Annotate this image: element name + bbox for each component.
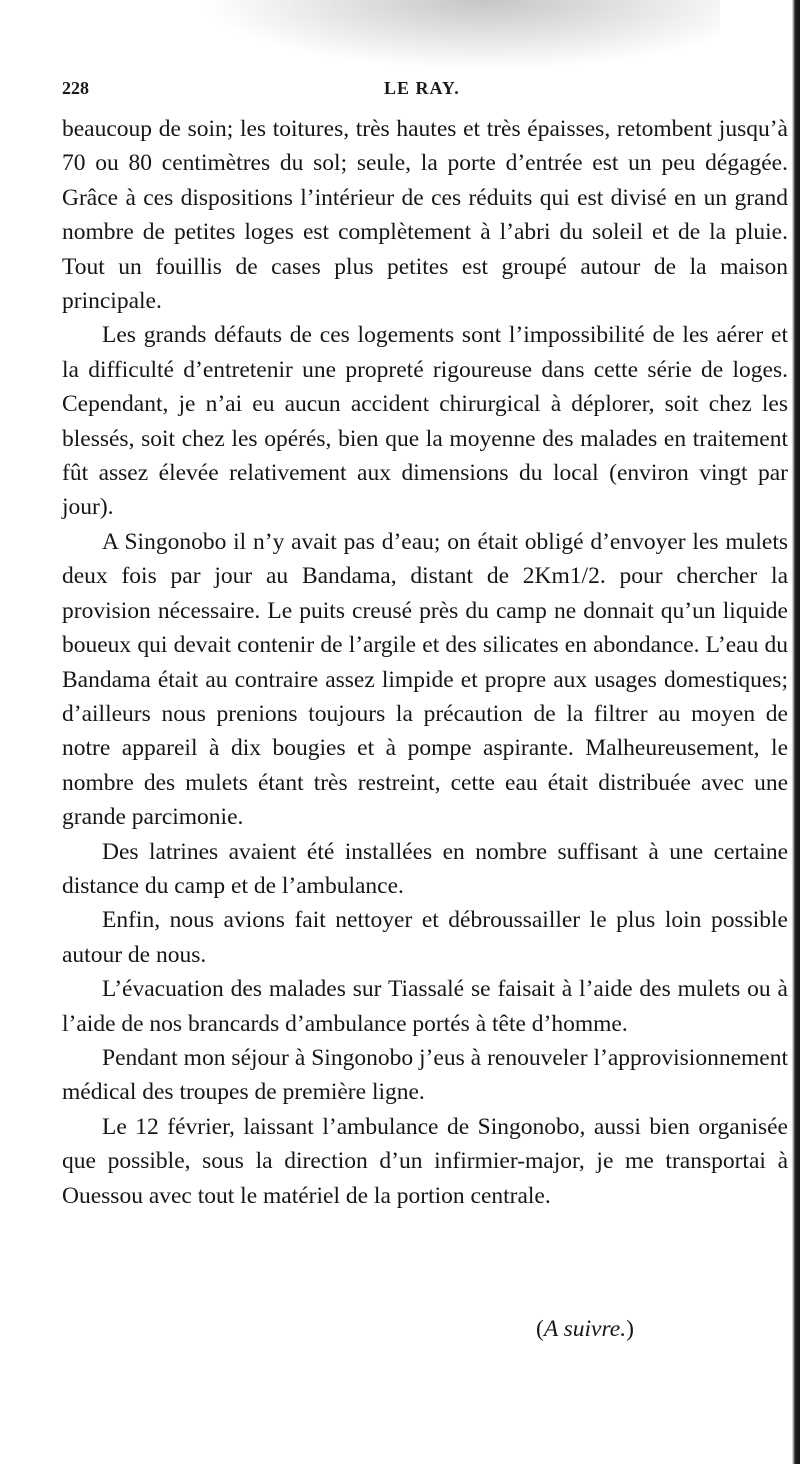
paragraph: Les grands défauts de ces logements sont l’impossibilité de les aérer et la difficulté d’entretenir une propreté rigoureuse dans cette série de loges. Cependant, je n’ai eu aucun accident chirurgical à déplorer, soit chez les blessés, soit chez les opérés, bien que la moyenne des malades en traitement fût assez élevée relativement aux dimensions du local (environ vingt par jour). [62,322,788,521]
body-text [62,112,788,1213]
paragraph: L’évacuation des malades sur Tiassalé se faisait à l’aide des mulets ou à l’aide de nos brancards d’ambulance portés à tête d’homme. [62,976,788,1037]
paragraph: A Singonobo il n’y avait pas d’eau; on était obligé d’envoyer les mulets deux fois par jour au Bandama, distant de 2Km1/2. pour chercher la provision nécessaire. Le puits creusé près du camp ne donnait qu’un liquide boueux qui devait contenir de l’argile et des silicates en abondance. L’eau du Bandama était au contraire assez limpide et propre aux usages domestiques; d’ailleurs nous prenions toujours la précaution de la filtrer au moyen de notre appareil à dix bougies et à pompe aspirante. Malheureusement, le nombre des mulets étant très restreint, cette eau était distribuée avec une grande parcimonie. [62,528,788,831]
page-edge-shadow [792,0,800,1464]
paragraph-continued: beaucoup de soin; les toitures, très hautes et très épaisses, retombent jusqu’à 70 ou 80 centimètres du sol; seule, la porte d’entrée est un peu dégagée. Grâce à ces dispositions l’intérieur de ces réduits qui est divisé en un grand nombre de petites loges est complètement à l’abri du soleil et de la pluie. Tout un fouillis de cases plus petites est groupé autour de la maison principale. [62,116,788,315]
continuation-text: A suivre. [543,1316,627,1342]
running-head [62,74,790,104]
open-paren: ( [536,1316,544,1342]
running-title: LE RAY. [384,78,460,98]
paragraph: Pendant mon séjour à Singonobo j’eus à renouveler l’approvisionnement médical des troupes de première ligne. [62,1044,788,1106]
paragraph: Enfin, nous avions fait nettoyer et débroussailler le plus loin possible autour de nous. [62,907,788,968]
to-be-continued [536,1316,634,1343]
paragraph: Le 12 février, laissant l’ambulance de Singonobo, aussi bien organisée que possible, sous la direction d’un infirmier-major, je me transportai à Ouessou avec tout le matériel de la portion centrale. [62,1113,788,1209]
scan-bleed-smudge [200,0,720,70]
page-number: 228 [62,78,89,98]
paragraph: Des latrines avaient été installées en nombre suffisant à une certaine distance du camp et de l’ambulance. [62,838,788,899]
close-paren: ) [626,1316,634,1342]
